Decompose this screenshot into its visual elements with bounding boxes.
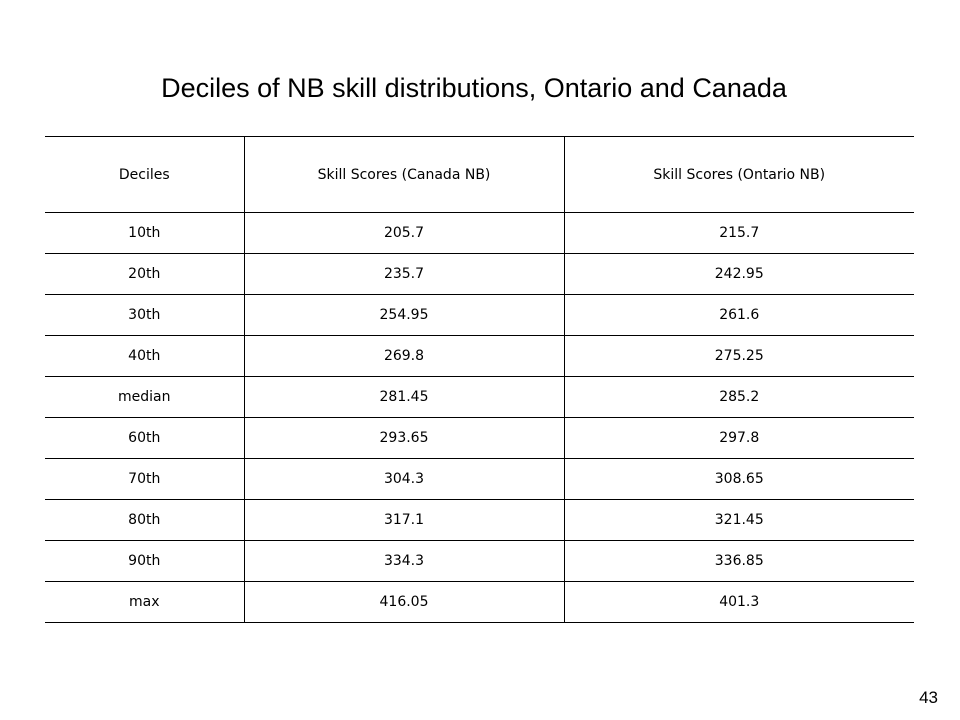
ontario-score-cell: 242.95 — [564, 254, 914, 295]
decile-cell: median — [45, 377, 244, 418]
table-row — [45, 459, 914, 500]
table-row — [45, 418, 914, 459]
decile-cell: 70th — [45, 459, 244, 500]
ontario-score-cell: 215.7 — [564, 213, 914, 254]
decile-cell: 20th — [45, 254, 244, 295]
ontario-score-cell: 275.25 — [564, 336, 914, 377]
table-row — [45, 541, 914, 582]
decile-cell: max — [45, 582, 244, 623]
canada-score-cell: 293.65 — [244, 418, 564, 459]
ontario-score-cell: 285.2 — [564, 377, 914, 418]
canada-score-cell: 317.1 — [244, 500, 564, 541]
page-number: 43 — [919, 688, 938, 707]
canada-score-cell: 205.7 — [244, 213, 564, 254]
table-row — [45, 295, 914, 336]
canada-score-cell: 235.7 — [244, 254, 564, 295]
decile-cell: 60th — [45, 418, 244, 459]
canada-score-cell: 269.8 — [244, 336, 564, 377]
header-canada-scores: Skill Scores (Canada NB) — [244, 137, 564, 213]
canada-score-cell: 254.95 — [244, 295, 564, 336]
ontario-score-cell: 401.3 — [564, 582, 914, 623]
decile-cell: 30th — [45, 295, 244, 336]
ontario-score-cell: 336.85 — [564, 541, 914, 582]
canada-score-cell: 416.05 — [244, 582, 564, 623]
canada-score-cell: 334.3 — [244, 541, 564, 582]
header-deciles: Deciles — [45, 137, 244, 213]
ontario-score-cell: 308.65 — [564, 459, 914, 500]
decile-cell: 40th — [45, 336, 244, 377]
table-row — [45, 582, 914, 623]
table-row — [45, 377, 914, 418]
ontario-score-cell: 297.8 — [564, 418, 914, 459]
decile-cell: 80th — [45, 500, 244, 541]
slide-title: Deciles of NB skill distributions, Ontario and Canada — [161, 73, 787, 103]
table-row — [45, 213, 914, 254]
canada-score-cell: 281.45 — [244, 377, 564, 418]
table-row — [45, 254, 914, 295]
deciles-table — [45, 136, 914, 623]
table-header-row — [45, 137, 914, 213]
decile-cell: 90th — [45, 541, 244, 582]
canada-score-cell: 304.3 — [244, 459, 564, 500]
header-ontario-scores: Skill Scores (Ontario NB) — [564, 137, 914, 213]
table-row — [45, 336, 914, 377]
decile-cell: 10th — [45, 213, 244, 254]
ontario-score-cell: 321.45 — [564, 500, 914, 541]
table-row — [45, 500, 914, 541]
ontario-score-cell: 261.6 — [564, 295, 914, 336]
